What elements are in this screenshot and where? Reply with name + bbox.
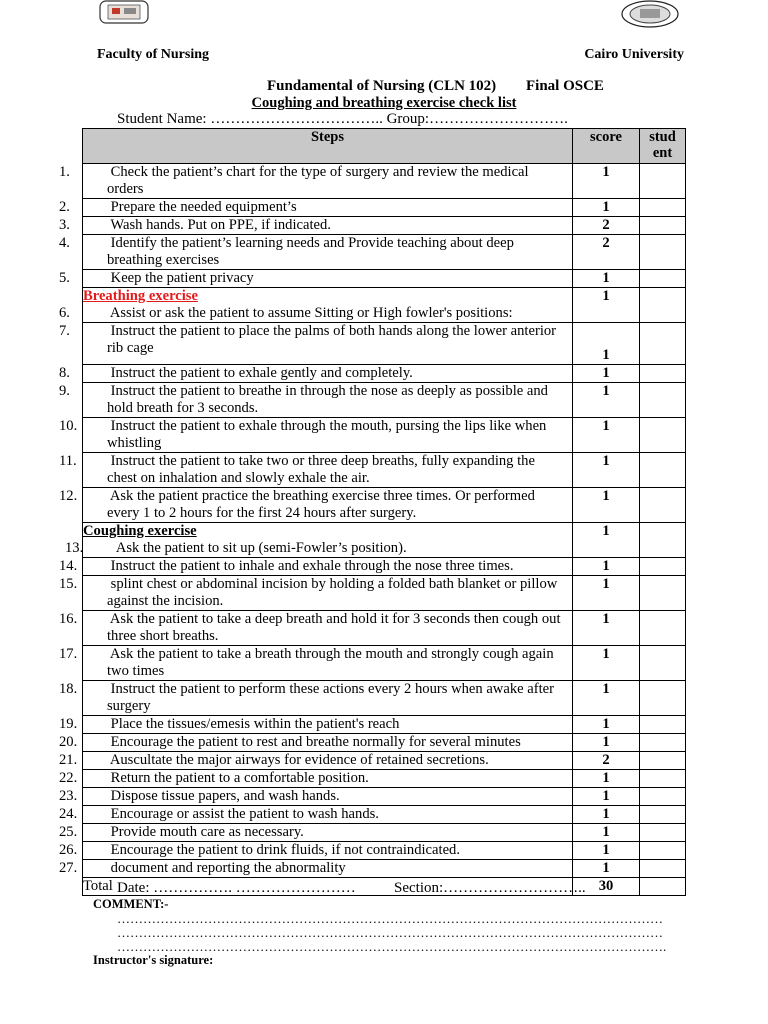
- step-number: 15.: [59, 576, 78, 592]
- table-row: [83, 842, 686, 860]
- table-row: [83, 323, 686, 365]
- step-text-wrap: [59, 270, 572, 287]
- table-row: [83, 217, 686, 235]
- score-cell: 1: [573, 716, 640, 734]
- step-text: Instruct the patient to place the palms of both hands along the lower anterior rib cage: [107, 323, 557, 356]
- step-text: Check the patient’s chart for the type of surgery and review the medical orders: [107, 164, 529, 197]
- step-text-wrap: [59, 199, 572, 216]
- step-text: Ask the patient to take a breath through the mouth and strongly cough again two times: [107, 646, 554, 679]
- university-name: Cairo University: [584, 47, 684, 62]
- table-row: [83, 576, 686, 611]
- step-text-wrap: [59, 734, 572, 751]
- table-row: [83, 788, 686, 806]
- total-label: Total: [83, 878, 573, 896]
- step-cell: [59, 488, 573, 523]
- score-cell: 1: [573, 323, 640, 365]
- step-text-wrap: [59, 453, 572, 487]
- student-score-cell[interactable]: [640, 418, 686, 453]
- step-text: Dispose tissue papers, and wash hands.: [110, 788, 340, 804]
- step-cell: [59, 323, 573, 365]
- step-text-wrap: [59, 217, 572, 234]
- student-score-cell[interactable]: [640, 365, 686, 383]
- step-text-wrap: [59, 646, 572, 680]
- step-cell: [59, 842, 573, 860]
- step-text: Prepare the needed equipment’s: [110, 199, 297, 215]
- score-cell: 1: [573, 734, 640, 752]
- step-number: 26.: [59, 842, 78, 858]
- student-score-cell[interactable]: [640, 770, 686, 788]
- step-cell: [59, 752, 573, 770]
- step-number: 12.: [59, 488, 78, 504]
- table-header-row: [83, 129, 686, 164]
- step-text: Instruct the patient to breathe in through the nose as deeply as possible and hold breath for 3 seconds.: [107, 383, 548, 416]
- coughing-section-title: Coughing exercise: [83, 523, 197, 539]
- step-cell: [59, 383, 573, 418]
- student-score-cell[interactable]: [640, 576, 686, 611]
- table-row: [83, 453, 686, 488]
- step-cell: [59, 558, 573, 576]
- score-cell: 1: [573, 611, 640, 646]
- step-cell: [59, 646, 573, 681]
- student-score-cell[interactable]: [640, 235, 686, 270]
- score-cell: 1: [573, 488, 640, 523]
- step-number: 5.: [59, 270, 70, 286]
- step-number: 23.: [59, 788, 78, 804]
- step-cell: [59, 716, 573, 734]
- student-score-cell[interactable]: [640, 453, 686, 488]
- student-score-cell[interactable]: [640, 523, 686, 558]
- step-text: Return the patient to a comfortable position.: [110, 770, 369, 786]
- table-row: [83, 752, 686, 770]
- step-text-wrap: [59, 576, 572, 610]
- score-cell: 1: [573, 788, 640, 806]
- step-text: Instruct the patient to perform these actions every 2 hours when awake after surgery: [107, 681, 554, 714]
- student-score-cell[interactable]: [640, 164, 686, 199]
- step-text: document and reporting the abnormality: [110, 860, 346, 876]
- step-text: Instruct the patient to take two or three deep breaths, fully expanding the chest on inhalation and slowly exhale the air.: [107, 453, 535, 486]
- step-number: 10.: [59, 418, 78, 434]
- table-row: [83, 860, 686, 878]
- step-text-wrap: [59, 788, 572, 805]
- step-text-wrap: [59, 716, 572, 733]
- step-cell: [59, 199, 573, 217]
- student-score-cell[interactable]: [640, 558, 686, 576]
- step-cell: [59, 270, 573, 288]
- step-cell: [59, 611, 573, 646]
- section-field: Section:………………………..: [394, 880, 586, 896]
- step-cell: [59, 235, 573, 270]
- student-score-cell[interactable]: [640, 788, 686, 806]
- step-cell: [59, 806, 573, 824]
- score-cell: 1: [573, 453, 640, 488]
- score-cell: 2: [573, 217, 640, 235]
- step-text: Ask the patient practice the breathing exercise three times. Or performed every 1 to 2 hours for the first 24 hours after surgery.: [107, 488, 535, 521]
- checklist-table: [59, 128, 686, 896]
- step-number: 17.: [59, 646, 78, 662]
- score-cell: 1: [573, 383, 640, 418]
- table-row: [83, 611, 686, 646]
- student-score-cell[interactable]: [640, 611, 686, 646]
- step-text-wrap: [59, 681, 572, 715]
- step-text: Encourage the patient to rest and breathe normally for several minutes: [110, 734, 521, 750]
- table-row: [83, 235, 686, 270]
- student-score-cell[interactable]: [640, 383, 686, 418]
- steps-header: Steps: [83, 129, 573, 164]
- step-number: 11.: [59, 453, 77, 469]
- score-cell: 1: [573, 806, 640, 824]
- step-number: 14.: [59, 558, 78, 574]
- table-row: [83, 270, 686, 288]
- step-text: Ask the patient to sit up (semi-Fowler’s position).: [115, 540, 407, 556]
- table-row: [83, 646, 686, 681]
- step-text-wrap: [59, 752, 572, 769]
- step-number: 27.: [59, 860, 78, 876]
- score-cell: 2: [573, 752, 640, 770]
- step-text: Ask the patient to take a deep breath and hold it for 3 seconds then cough out three short breaths.: [107, 611, 561, 644]
- total-score: 30: [573, 878, 640, 896]
- step-text-wrap: [59, 842, 572, 859]
- comment-line-2: ………………………………………………………………………………………………………………: [117, 925, 663, 940]
- student-name-line: Student Name: …………………………….. Group:……………………….: [117, 111, 568, 127]
- student-score-cell[interactable]: [640, 288, 686, 323]
- step-text-wrap: [59, 558, 572, 575]
- step-number: 24.: [59, 806, 78, 822]
- step-cell: [59, 770, 573, 788]
- comment-line-3: ……………………………………………………………………………………………………………….: [117, 939, 667, 954]
- table-row: [83, 770, 686, 788]
- table-row: [83, 681, 686, 716]
- score-header: score: [573, 129, 640, 164]
- step-number: 18.: [59, 681, 78, 697]
- comment-line-1: ………………………………………………………………………………………………………………: [117, 911, 663, 926]
- section-row-coughing: [83, 523, 686, 558]
- score-cell: 1: [573, 770, 640, 788]
- score-cell: 1: [573, 365, 640, 383]
- student-score-cell[interactable]: [640, 860, 686, 878]
- step-cell: [59, 788, 573, 806]
- student-score-cell[interactable]: [640, 270, 686, 288]
- step-text-wrap: [65, 540, 572, 557]
- score-cell: 1: [573, 270, 640, 288]
- step-number: 9.: [59, 383, 70, 399]
- step-text: Wash hands. Put on PPE, if indicated.: [110, 217, 331, 233]
- score-cell: 1: [573, 558, 640, 576]
- student-score-cell[interactable]: [640, 716, 686, 734]
- step-text: Keep the patient privacy: [110, 270, 254, 286]
- course-title: Fundamental of Nursing (CLN 102): [267, 78, 497, 94]
- score-cell: 1: [573, 681, 640, 716]
- student-score-cell[interactable]: [640, 806, 686, 824]
- faculty-logo: [98, 0, 150, 26]
- score-cell: 1: [573, 523, 640, 558]
- step-cell: [65, 523, 573, 558]
- step-text-wrap: [59, 164, 572, 198]
- table-row: [83, 488, 686, 523]
- table-row: [83, 164, 686, 199]
- score-cell: 1: [573, 418, 640, 453]
- score-cell: 1: [573, 842, 640, 860]
- step-cell: [59, 734, 573, 752]
- comment-label: COMMENT:-: [93, 897, 169, 911]
- step-number: 21.: [59, 752, 78, 768]
- section-row-breathing: [83, 288, 686, 323]
- step-cell: [59, 453, 573, 488]
- step-number: 22.: [59, 770, 78, 786]
- table-row: [83, 383, 686, 418]
- faculty-name: Faculty of Nursing: [97, 47, 209, 62]
- student-score-cell[interactable]: [640, 734, 686, 752]
- step-number: 25.: [59, 824, 78, 840]
- step-cell: [59, 164, 573, 199]
- score-cell: 1: [573, 824, 640, 842]
- step-text-wrap: [59, 305, 572, 322]
- step-cell: [59, 365, 573, 383]
- step-text: Instruct the patient to exhale gently and completely.: [110, 365, 413, 381]
- step-text: Instruct the patient to exhale through the mouth, pursing the lips like when whistling: [107, 418, 547, 451]
- table-row: [83, 199, 686, 217]
- student-score-cell[interactable]: [640, 217, 686, 235]
- breathing-section-title: Breathing exercise: [83, 288, 198, 304]
- step-number: 2.: [59, 199, 70, 215]
- student-total-cell[interactable]: [640, 878, 686, 896]
- step-text-wrap: [59, 235, 572, 269]
- step-text-wrap: [59, 770, 572, 787]
- step-cell: [59, 288, 573, 323]
- step-text-wrap: [59, 611, 572, 645]
- step-text-wrap: [59, 418, 572, 452]
- student-score-cell[interactable]: [640, 681, 686, 716]
- exam-title: Final OSCE: [526, 78, 604, 94]
- step-text: Auscultate the major airways for evidence of retained secretions.: [109, 752, 489, 768]
- table-row: [83, 824, 686, 842]
- score-cell: 1: [573, 288, 640, 323]
- student-header: stud ent: [640, 129, 686, 164]
- step-text: Assist or ask the patient to assume Sitting or High fowler's positions:: [109, 305, 513, 321]
- step-text-wrap: [59, 824, 572, 841]
- step-cell: [59, 860, 573, 878]
- step-number: 7.: [59, 323, 70, 339]
- instructor-signature-label: Instructor's signature:: [93, 953, 214, 967]
- score-cell: 1: [573, 164, 640, 199]
- step-number: 20.: [59, 734, 78, 750]
- student-score-cell[interactable]: [640, 646, 686, 681]
- score-cell: 1: [573, 199, 640, 217]
- step-number: 6.: [59, 305, 70, 321]
- step-cell: [59, 576, 573, 611]
- date-field: Date: ……………. ……………………: [117, 880, 356, 896]
- table-row: [83, 806, 686, 824]
- step-cell: [59, 418, 573, 453]
- student-score-cell[interactable]: [640, 323, 686, 365]
- step-number: 19.: [59, 716, 78, 732]
- score-cell: 1: [573, 860, 640, 878]
- score-cell: 2: [573, 235, 640, 270]
- university-seal: [620, 0, 680, 30]
- step-text: Encourage or assist the patient to wash hands.: [110, 806, 379, 822]
- step-text: Place the tissues/emesis within the patient's reach: [110, 716, 400, 732]
- step-text-wrap: [59, 323, 572, 357]
- checklist-title-text: Coughing and breathing exercise check list: [251, 95, 517, 111]
- table-row: [83, 734, 686, 752]
- step-number: 3.: [59, 217, 70, 233]
- student-score-cell[interactable]: [640, 488, 686, 523]
- step-cell: [59, 681, 573, 716]
- step-number: 4.: [59, 235, 70, 251]
- step-number: 8.: [59, 365, 70, 381]
- step-text-wrap: [59, 383, 572, 417]
- step-text: Provide mouth care as necessary.: [110, 824, 304, 840]
- step-number: 1.: [59, 164, 70, 180]
- table-row: [83, 365, 686, 383]
- student-score-cell[interactable]: [640, 824, 686, 842]
- checklist-title: [0, 95, 768, 112]
- table-row: [83, 418, 686, 453]
- table-row: [83, 558, 686, 576]
- step-number: 16.: [59, 611, 78, 627]
- score-cell: 1: [573, 576, 640, 611]
- score-cell: 1: [573, 646, 640, 681]
- date-line: [117, 880, 586, 897]
- step-text: Encourage the patient to drink fluids, if not contraindicated.: [110, 842, 460, 858]
- step-text-wrap: [59, 860, 572, 877]
- step-text: Identify the patient’s learning needs and Provide teaching about deep breathing exercises: [107, 235, 514, 268]
- step-text-wrap: [59, 365, 572, 382]
- student-score-cell[interactable]: [640, 199, 686, 217]
- step-cell: [59, 217, 573, 235]
- step-text: Instruct the patient to inhale and exhale through the nose three times.: [110, 558, 514, 574]
- step-number: 13.: [65, 540, 84, 556]
- student-score-cell[interactable]: [640, 842, 686, 860]
- table-row: [83, 716, 686, 734]
- step-text-wrap: [59, 806, 572, 823]
- step-text-wrap: [59, 488, 572, 522]
- step-cell: [59, 824, 573, 842]
- student-score-cell[interactable]: [640, 752, 686, 770]
- step-text: splint chest or abdominal incision by holding a folded bath blanket or pillow against the incision.: [107, 576, 558, 609]
